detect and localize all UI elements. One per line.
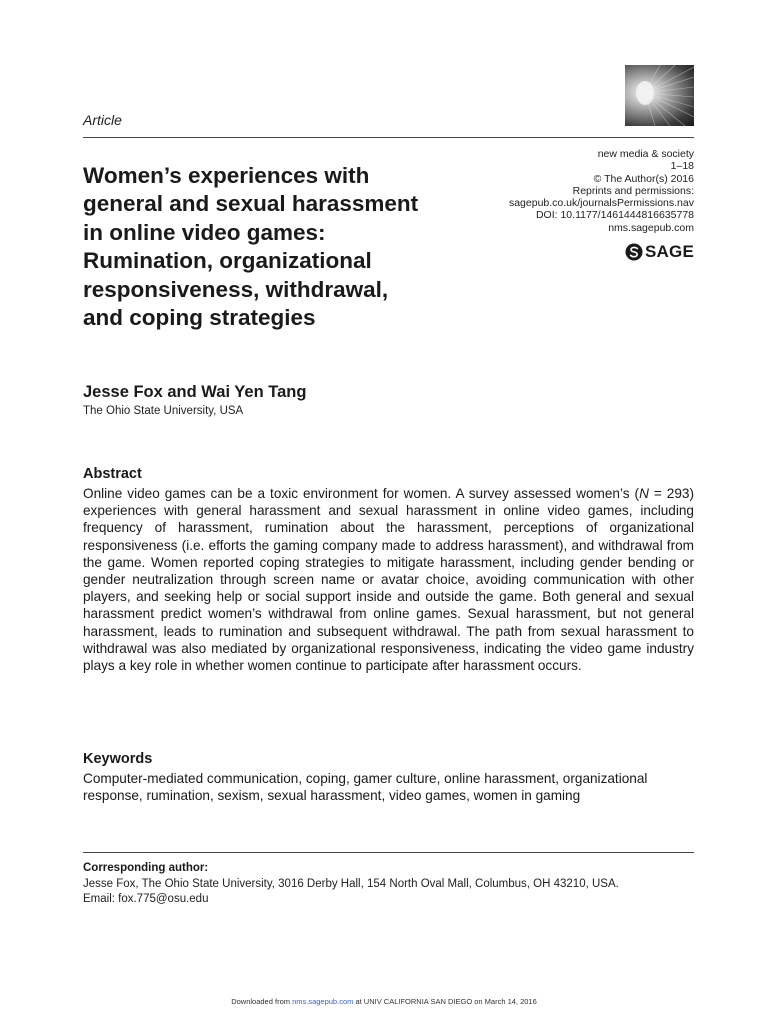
journal-name: new media & society [597, 148, 694, 160]
corresponding-author-email[interactable]: Email: fox.775@osu.edu [83, 893, 209, 905]
doi-text: DOI: 10.1177/1461444816635778 [535, 209, 694, 222]
sage-s-icon [625, 243, 643, 261]
article-type-label: Article [83, 112, 122, 128]
header-divider [83, 137, 694, 138]
permissions-link[interactable]: sagepub.co.uk/journalsPermissions.nav [508, 197, 694, 210]
abstract-text [83, 485, 694, 674]
corresponding-author-heading: Corresponding author: [83, 862, 209, 874]
abstract-text-start: Online video games can be a toxic environment for women. A survey assessed women’s ( [83, 486, 640, 501]
title-line: in online video games: [83, 219, 326, 245]
title-line: and coping strategies [83, 305, 316, 331]
download-notice-suffix: at UNIV CALIFORNIA SAN DIEGO on March 14, 2016 [353, 997, 537, 1006]
title-line: Rumination, organizational [83, 248, 372, 274]
title-line: responsiveness, withdrawal, [83, 276, 389, 302]
abstract-text-rest: = 293) experiences with general harassment and sexual harassment in online video games, including frequency of harassment, rumination about the harassment, perceptions of organizational responsiveness (i.e. efforts the gaming company made to address harassment), and withdrawal from the game. Women reported coping strategies to mitigate harassment, including gender bending or gender neutralization through screen name or avatar choice, avoiding communication with other players, and seeking help or social support inside and outside the game. Both general and sexual harassment predict women’s withdrawal from online games. Sexual harassment, but not general harassment, leads to rumination and subsequent withdrawal. The path from sexual harassment to withdrawal was also mediated by organizational responsiveness, indicating the video game industry plays a key role in whether women continue to participate after harassment occurs. [83, 486, 694, 674]
corresponding-author-address: Jesse Fox, The Ohio State University, 3016 Derby Hall, 154 North Oval Mall, Columbus, OH 43210, USA. [83, 878, 619, 890]
download-notice [0, 997, 768, 1006]
author-affiliation: The Ohio State University, USA [83, 405, 244, 417]
abstract-heading: Abstract [83, 466, 142, 482]
sample-size-symbol: N [639, 486, 649, 501]
download-site-link[interactable]: nms.sagepub.com [292, 997, 354, 1006]
copyright-notice: © The Author(s) 2016 [593, 172, 694, 185]
sage-wordmark: SAGE [645, 242, 694, 261]
paper-title [83, 162, 493, 332]
title-line: Women’s experiences with [83, 163, 370, 188]
keywords-heading: Keywords [83, 751, 153, 767]
journal-cover-image [625, 65, 694, 126]
title-line: general and sexual harassment [83, 191, 419, 217]
journal-site-link[interactable]: nms.sagepub.com [608, 221, 694, 234]
journal-cover-graphic [625, 65, 694, 126]
keywords-list: Computer-mediated communication, coping, gamer culture, online harassment, organizational response, rumination, sexism, sexual harassment, video games, women in gaming [83, 771, 648, 804]
footer-divider [83, 852, 694, 853]
download-notice-prefix: Downloaded from [231, 997, 293, 1006]
sage-logo [625, 241, 694, 263]
page-range: 1–18 [670, 160, 694, 173]
author-names: Jesse Fox and Wai Yen Tang [83, 383, 307, 401]
reprints-label: Reprints and permissions: [572, 184, 694, 197]
